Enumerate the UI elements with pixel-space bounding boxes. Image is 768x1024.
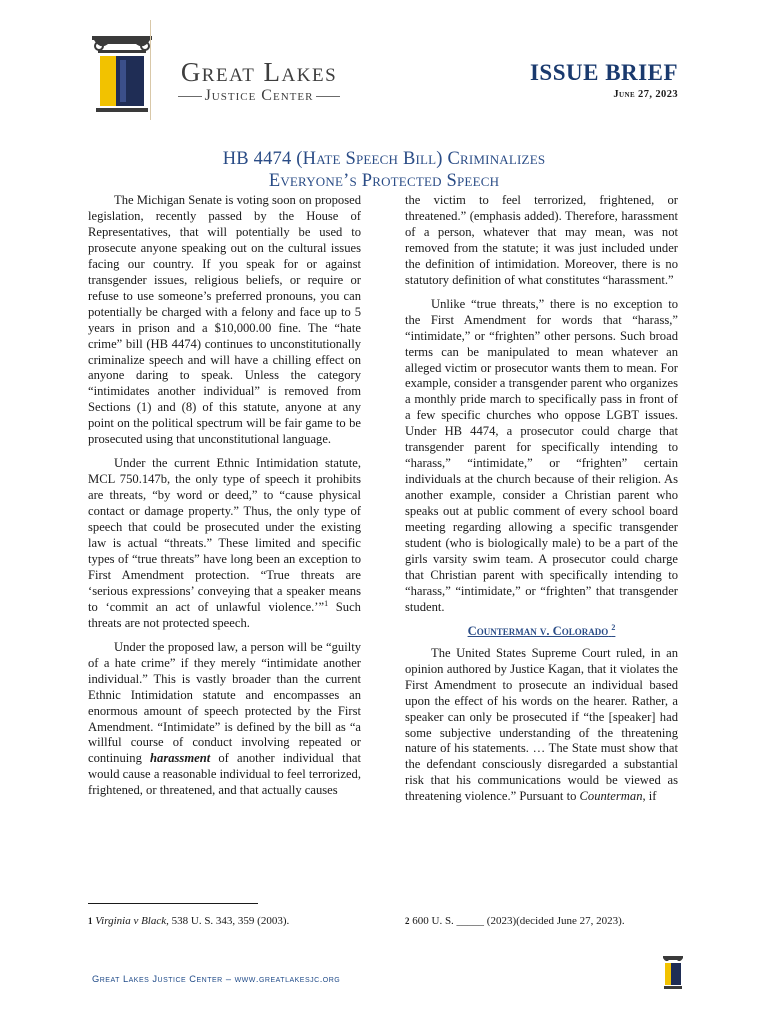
paragraph-current-law-text: Under the current Ethnic Intimidation statute, MCL 750.147b, the only type of speech it prohibits are threats, “by word or deed,” to “cause physical contact or damage property.” Thus, the only type of speech that could be prosecuted under the existing law is actual “threats.” These limited and specific types of “true threats” have long been an exception to First Amendment protection. “True threats are ‘serious expressions’ conveying that a speaker means to ‘commit an act of unlawful violence.’” [88, 456, 361, 614]
org-name-line2 [164, 86, 354, 106]
org-name [164, 58, 354, 106]
footnote-divider [88, 903, 258, 904]
paragraph-continued: the victim to feel terrorized, frightened, or threatened.” (emphasis added). Therefore, harassment of a person, whatever that may mean, was not removed from the statute; it was just included under the definition of intimidation. Moreover, there is no statutory definition of what constitutes “harassment.” [405, 193, 678, 287]
org-rule-left [178, 96, 202, 97]
footnote-1-number: 1 [88, 916, 93, 926]
org-name-line2-text: Justice Center [204, 87, 314, 104]
header-divider [150, 20, 151, 120]
paragraph-intro: The Michigan Senate is voting soon on proposed legislation, recently passed by the House of Representatives, that will potentially be used to prosecute anyone speaking out on the cultural issues facing our country. If you speak for or against transgender issues, religious beliefs, or require or refuse to use someone’s preferred pronouns, you can potentially be charged with a felony and face up to 5 years in prison and a $10,000.00 fine. The “hate crime” bill (HB 4474) continues to unconstitutionally criminalize speech and will have a chilling effect on anyone daring to speak. Unless the category “intimidates another individual” is removed from Sections (1) and (8) of this statute, anyone at any point on the political spectrum will be fair game to be prosecuted using that unconstitutional language. [88, 193, 361, 447]
footnote-1 [88, 914, 289, 928]
paragraph-true-threats: Unlike “true threats,” there is no exception to the First Amendment for words that “harass,” “intimidate,” or “frighten” other persons. Such broad terms can be manipulated to mean whatever an alleged victim or prosecutor wants them to mean. For example, consider a transgender parent who organizes a monthly pride march to specifically pass in front of a few specific churches who oppose LGBT issues. Under HB 4474, a prosecutor could charge that transgender parent for specifically intending to “harass,” “intimidate,” or “frighten” certain individuals at the church because of their religion. As another example, consider a Christian parent who speaks out at public comment of every school board meeting regarding allowing a specific transgender student (who is biologically male) to be a part of the girls varsity swim team. A prosecutor could charge that Christian parent with specifically intending to “harass,” “intimidate,” or “frighten” that transgender student. [405, 296, 678, 614]
title-line1: HB 4474 (Hate Speech Bill) Criminalizes [222, 149, 546, 169]
org-rule-right [316, 96, 340, 97]
footnote-1-case: Virginia v Black [95, 915, 167, 927]
paragraph-proposed-law-text: Under the proposed law, a person will be “guilty of a hate crime” if they merely “intimidate another individual.” This is vastly broader than the current Ethnic Intimidation statute and encompasses an enormous amount of speech protected by the First Amendment. “Intimidate” is defined by the bill as “a willful course of conduct involving repeated or continuing [88, 639, 361, 766]
footnote-ref-1[interactable]: 1 [324, 598, 329, 608]
paragraph-supreme-court-text: The United States Supreme Court ruled, in an opinion authored by Justice Kagan, that it violates the First Amendment to prosecute an individual based upon the effect of his words on the hearer. Rather, a speaker can only be prosecuted if “the [speaker] had some subjective understanding of the threatening nature of his statements. … The State must show that the defendant consciously disregarded a substantial risk that his communications would be viewed as threatening violence.” Pursuant to [405, 645, 678, 804]
subheading-counterman[interactable] [405, 624, 678, 640]
footer-pillar-icon [662, 956, 684, 990]
org-name-line1: Great Lakes [180, 57, 338, 87]
subheading-counterman-text: Counterman v. Colorado [467, 623, 609, 638]
footnote-1-text: , 538 U. S. 343, 359 (2003). [166, 915, 290, 927]
issue-brief-label: ISSUE BRIEF [529, 60, 678, 85]
document-title [90, 148, 678, 192]
footnote-ref-2[interactable]: 2 [611, 622, 616, 632]
footer-link[interactable]: Great Lakes Justice Center – www.greatlakesjc.org [92, 974, 341, 984]
left-column [88, 193, 361, 807]
paragraph-proposed-law [88, 640, 361, 800]
emphasis-harassment: harassment [150, 751, 211, 766]
footnote-2-number: 2 [405, 916, 410, 926]
footnote-2 [405, 914, 625, 928]
issue-block [530, 60, 678, 100]
gljc-pillar-logo [90, 36, 154, 116]
paragraph-current-law-tail: Such threats are not protected speech. [88, 599, 361, 630]
footnote-2-text: 600 U. S. _____ (2023)(decided June 27, 2023). [412, 915, 625, 927]
case-name-counterman: Counterman [579, 789, 643, 804]
title-line2: Everyone’s Protected Speech [268, 171, 500, 191]
paragraph-current-law [88, 456, 361, 631]
paragraph-proposed-law-tail: of another individual that would cause a reasonable individual to feel terrorized, frightened, or threatened, and that actually causes [88, 751, 361, 798]
issue-date: June 27, 2023 [613, 89, 678, 100]
paragraph-supreme-court-tail: , if [642, 789, 657, 804]
paragraph-supreme-court [405, 646, 678, 806]
right-column [405, 193, 678, 813]
